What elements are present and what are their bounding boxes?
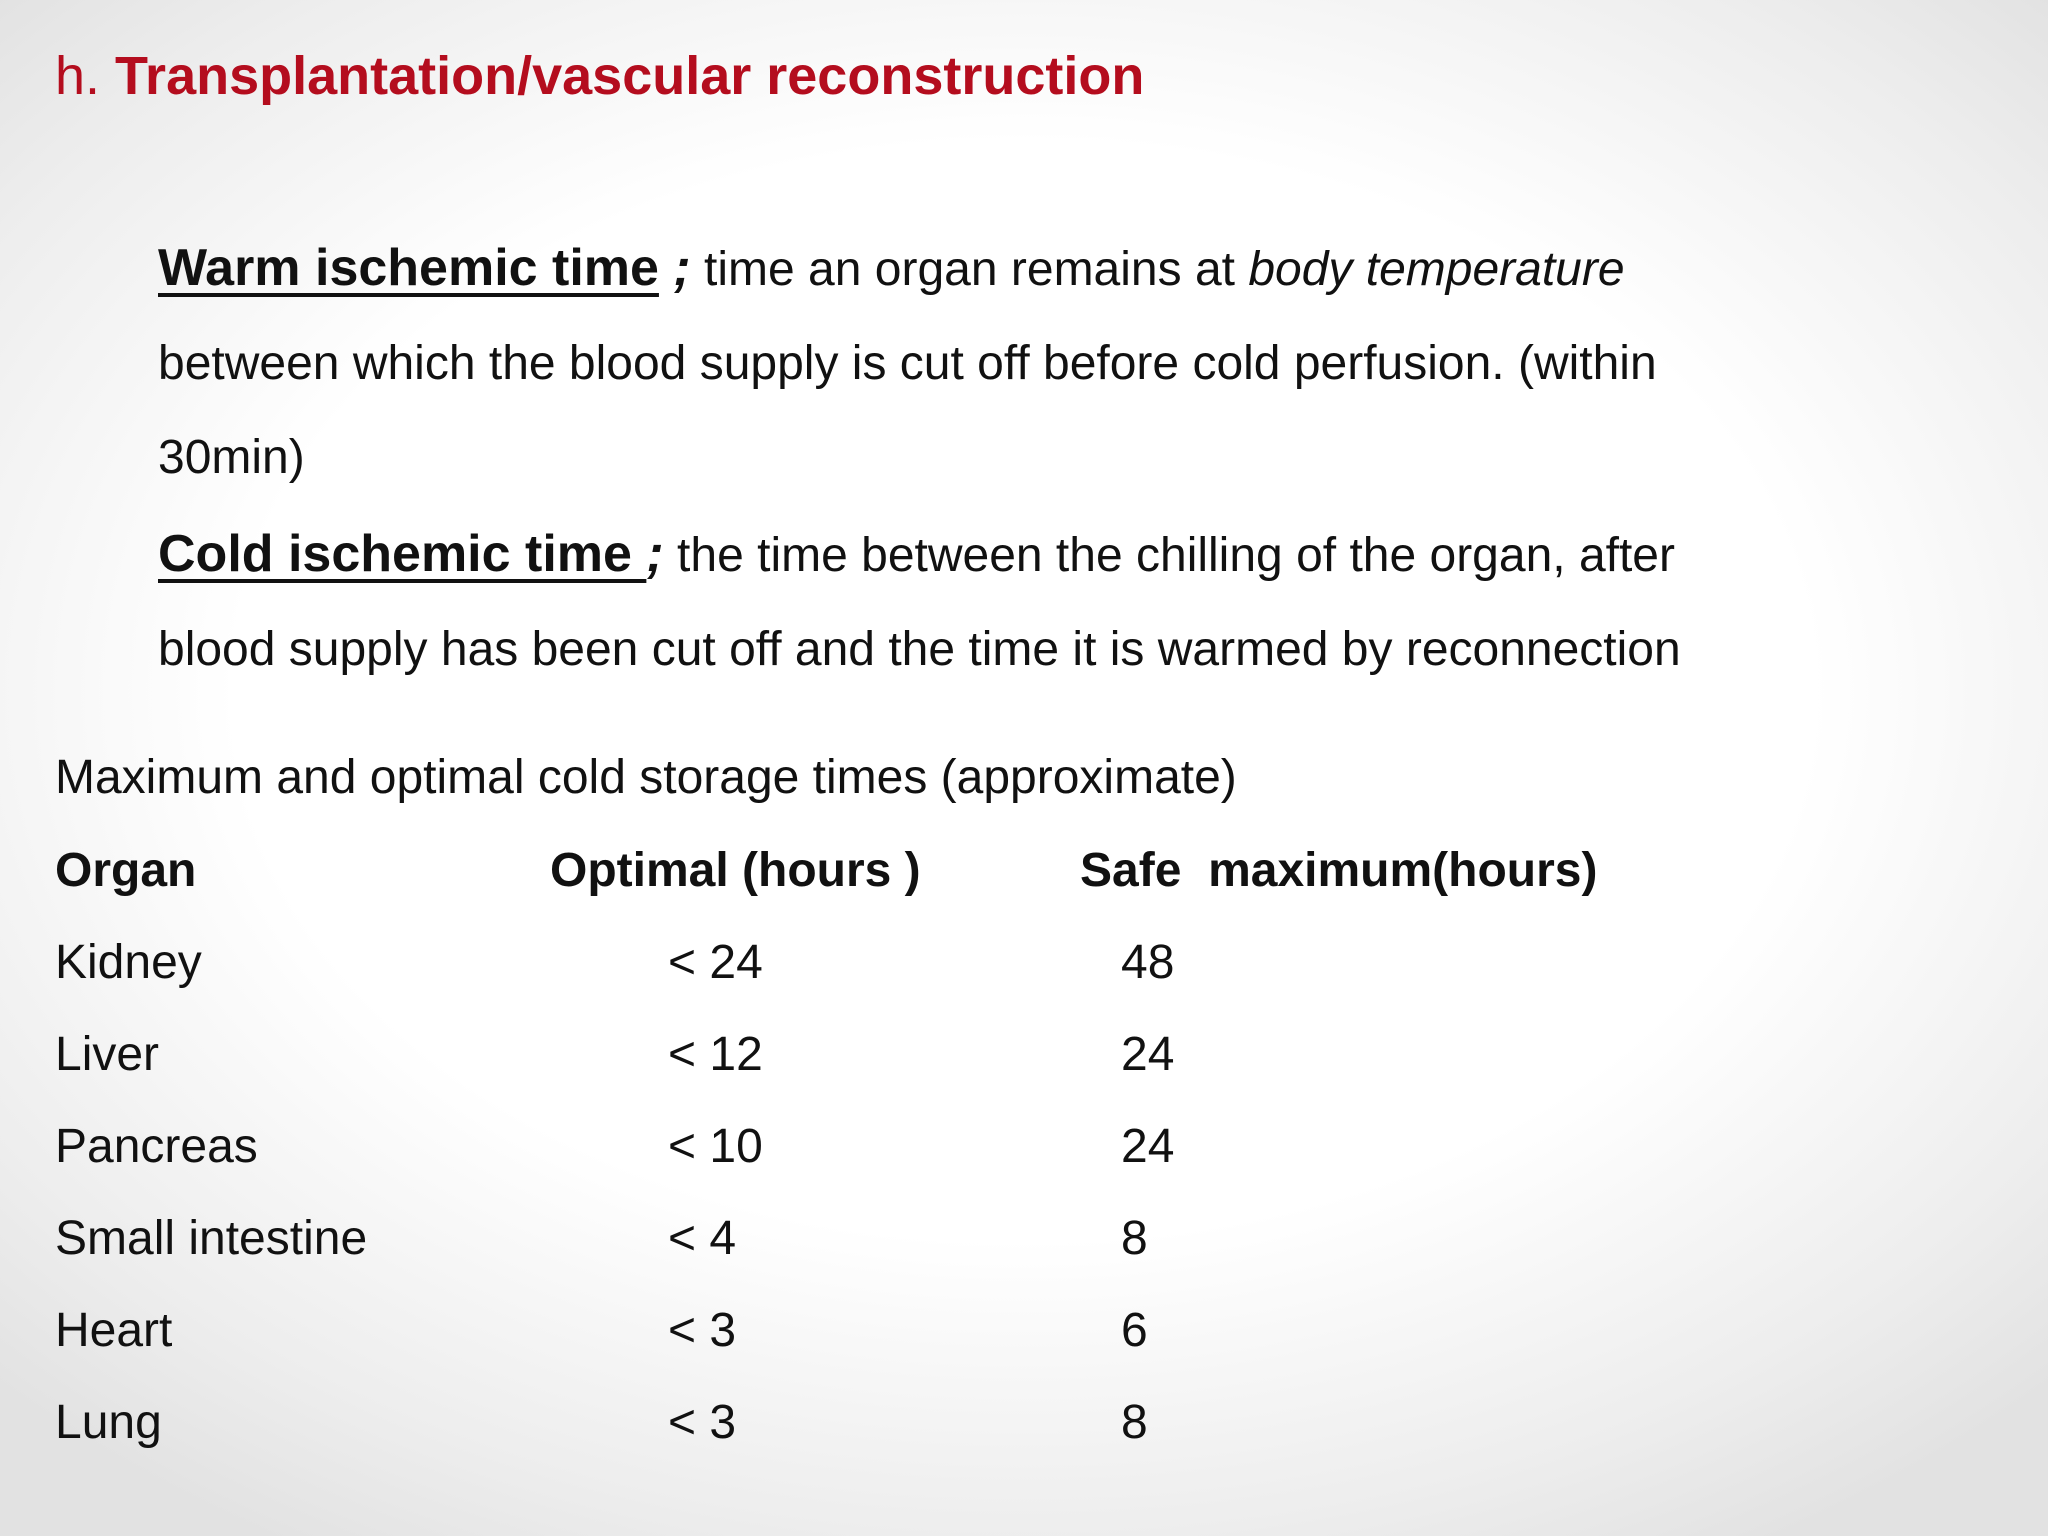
title-prefix: h. bbox=[55, 46, 116, 106]
table-row-safe-max: 24 bbox=[1121, 1120, 1175, 1173]
table-row-optimal: < 3 bbox=[668, 1304, 737, 1357]
table-row-optimal: < 4 bbox=[668, 1212, 737, 1265]
table-row-safe-max: 8 bbox=[1121, 1212, 1148, 1265]
warm-separator: ; bbox=[658, 239, 691, 297]
warm-definition-line-3: 30min) bbox=[158, 431, 305, 484]
warm-term: Warm ischemic time bbox=[158, 239, 659, 297]
table-row-organ: Small intestine bbox=[55, 1212, 368, 1265]
table-row-safe-max: 8 bbox=[1121, 1396, 1148, 1449]
column-header-optimal: Optimal (hours ) bbox=[550, 844, 921, 897]
cold-definition-line-2: blood supply has been cut off and the time it is warmed by reconnection bbox=[158, 623, 1681, 676]
table-row-optimal: < 12 bbox=[668, 1028, 763, 1081]
cold-definition-line-1 bbox=[158, 524, 1675, 586]
warm-italic-text: body temperature bbox=[1248, 243, 1625, 296]
table-row-safe-max: 6 bbox=[1121, 1304, 1148, 1357]
table-row-organ: Liver bbox=[55, 1028, 160, 1081]
table-row-optimal: < 24 bbox=[668, 936, 763, 989]
title-main: Transplantation/vascular reconstruction bbox=[115, 46, 1145, 106]
warm-text: time an organ remains at bbox=[690, 243, 1249, 296]
warm-definition-line-2: between which the blood supply is cut off before cold perfusion. (within bbox=[158, 337, 1657, 390]
column-header-organ: Organ bbox=[55, 844, 197, 897]
table-row-organ: Lung bbox=[55, 1396, 162, 1449]
table-caption: Maximum and optimal cold storage times (approximate) bbox=[55, 751, 1237, 804]
cold-separator: ; bbox=[646, 525, 664, 583]
table-row-optimal: < 10 bbox=[668, 1120, 763, 1173]
table-row-organ: Pancreas bbox=[55, 1120, 258, 1173]
warm-definition-line-1 bbox=[158, 238, 1625, 300]
table-row-optimal: < 3 bbox=[668, 1396, 737, 1449]
table-row-organ: Kidney bbox=[55, 936, 202, 989]
table-row-safe-max: 24 bbox=[1121, 1028, 1175, 1081]
cold-term: Cold ischemic time bbox=[158, 525, 647, 583]
table-row-organ: Heart bbox=[55, 1304, 173, 1357]
column-header-safe-maximum: Safe maximum(hours) bbox=[1080, 844, 1598, 897]
table-row-safe-max: 48 bbox=[1121, 936, 1175, 989]
slide-title bbox=[55, 46, 1144, 106]
cold-text: the time between the chilling of the organ, after bbox=[663, 529, 1675, 582]
